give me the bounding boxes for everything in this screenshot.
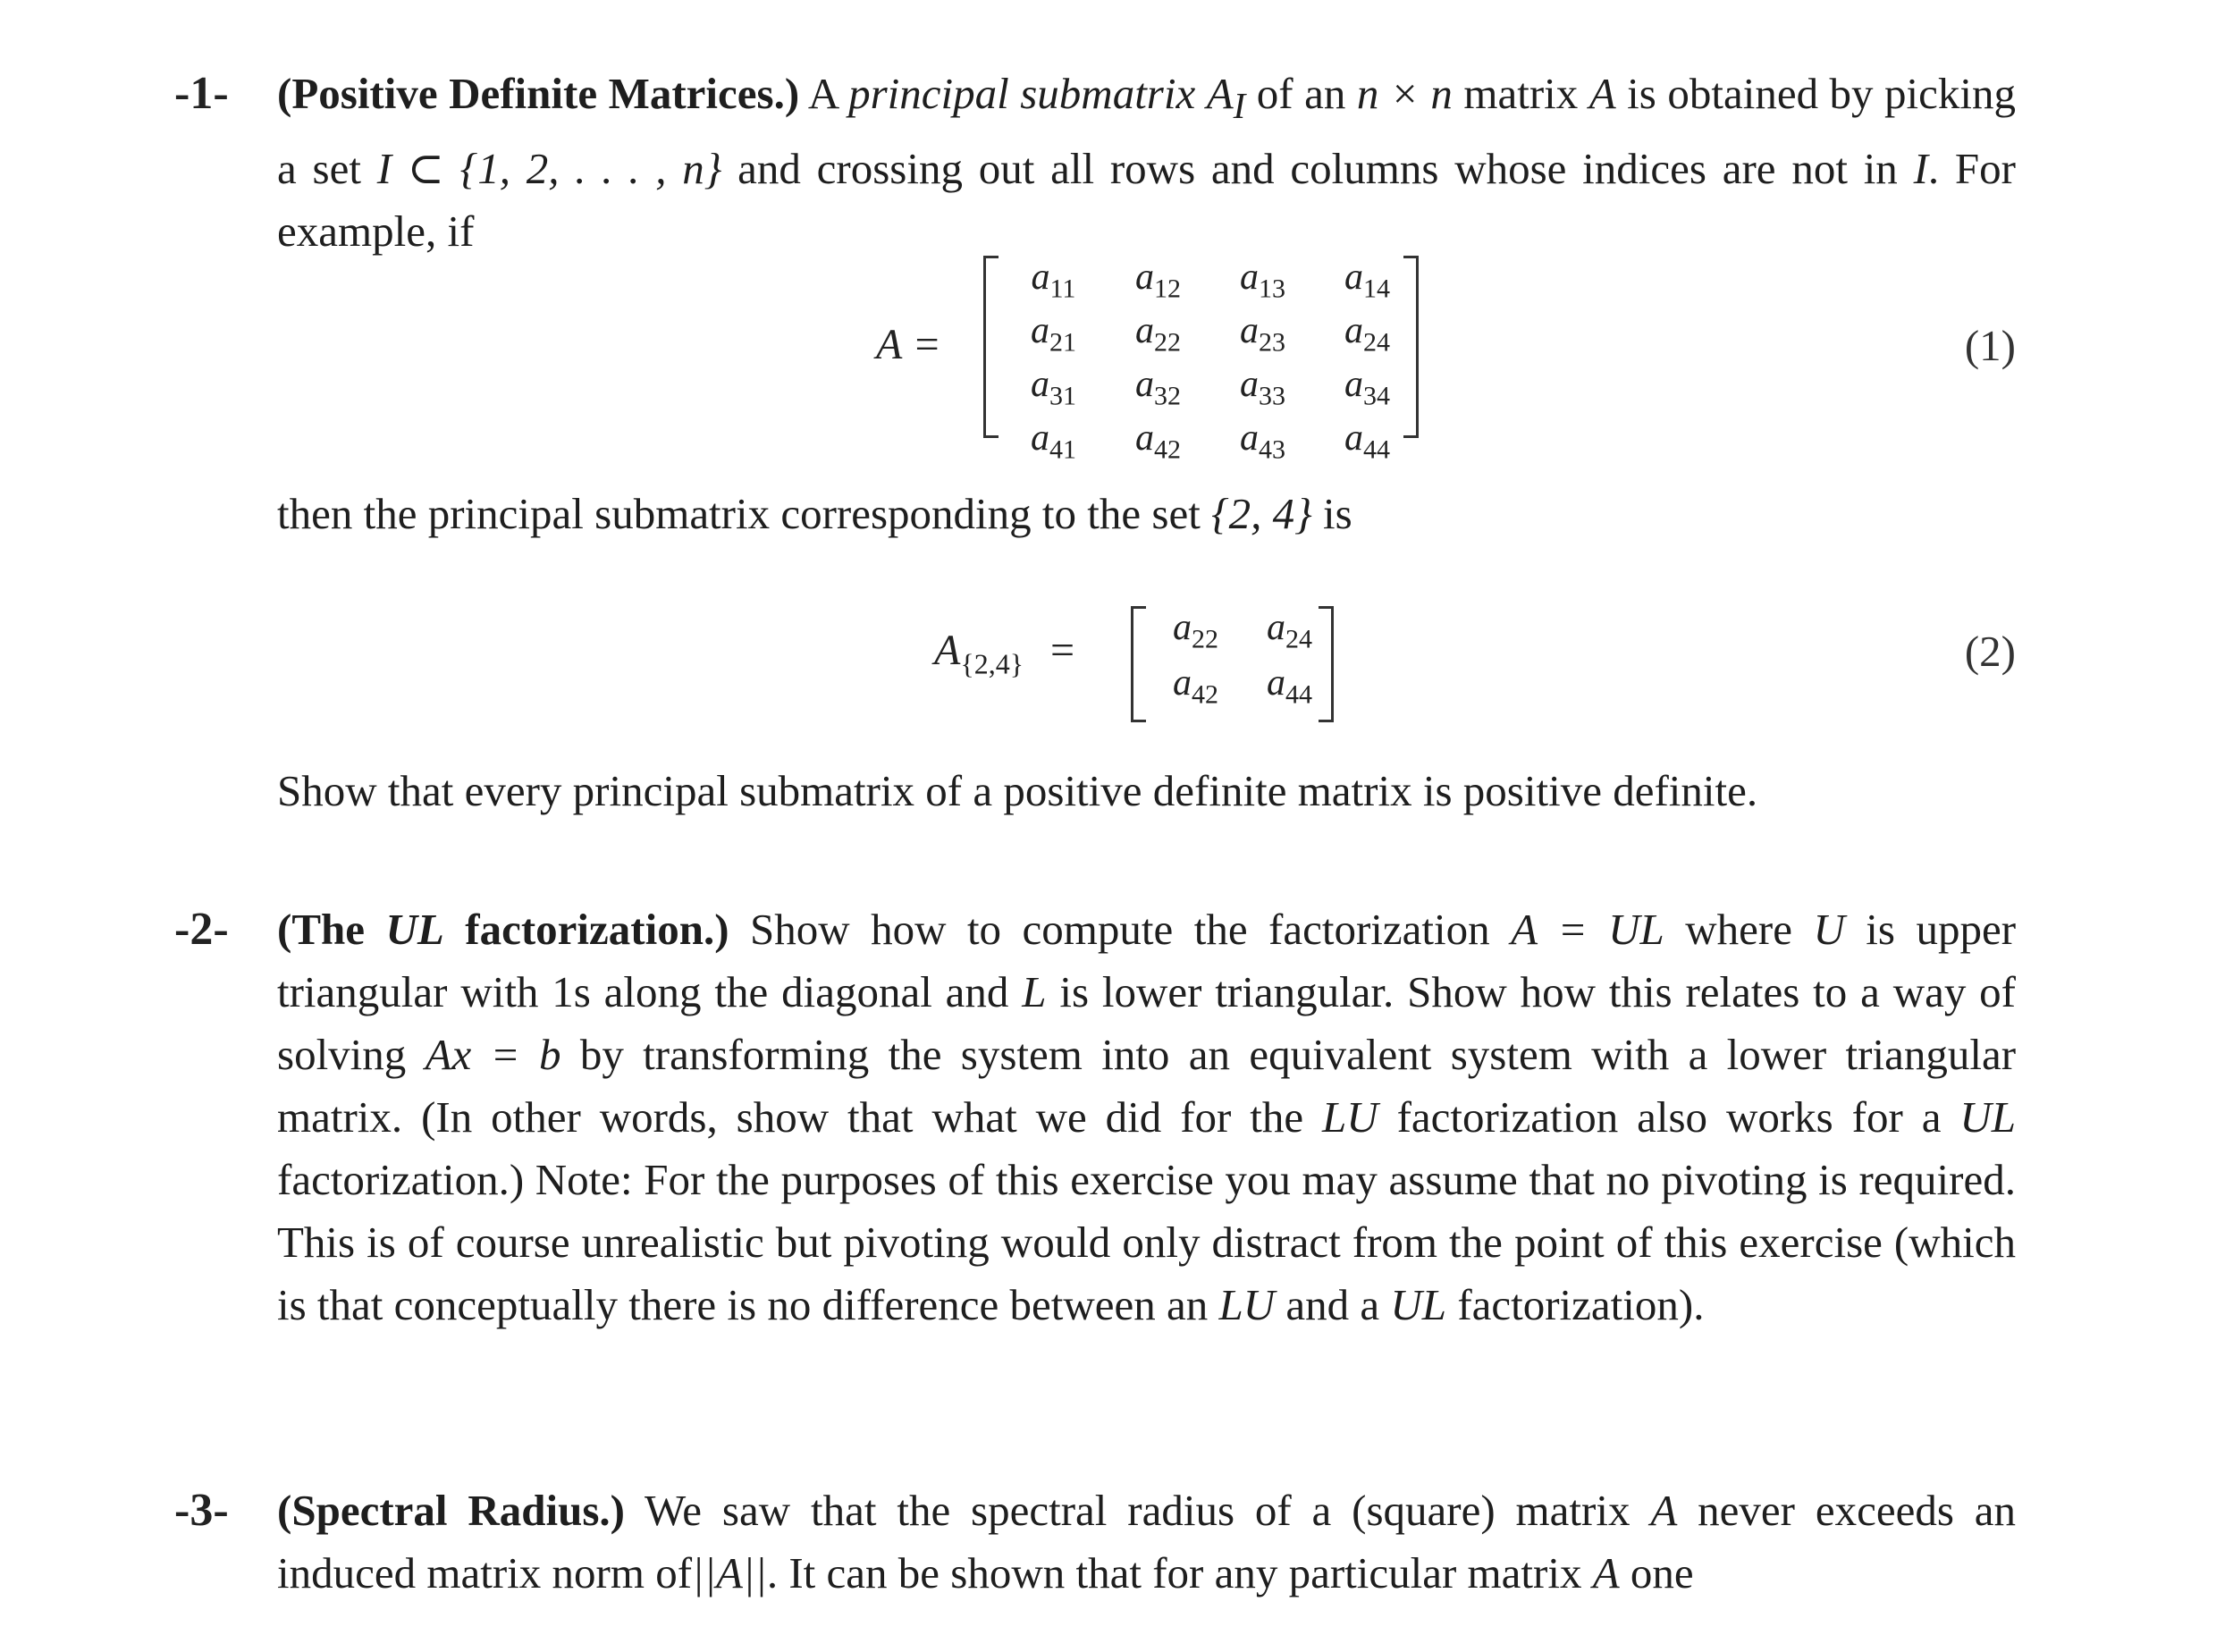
matrix-entry: $a_{34}$ bbox=[1344, 364, 1390, 411]
principal-submatrix-sentence: then the principal submatrix corresponding to the set {2, 4} is bbox=[277, 489, 1352, 538]
problem-3-title: (Spectral Radius.) bbox=[277, 1486, 625, 1535]
matrix-entry: $a_{14}$ bbox=[1344, 257, 1390, 304]
matrix-entry: $a_{21}$ bbox=[1031, 310, 1076, 358]
matrix-2 bbox=[1149, 606, 1336, 717]
problem-1-task: Show that every principal submatrix of a positive definite matrix is positive definite. bbox=[277, 766, 1758, 815]
matrix-entry: $a_{11}$ bbox=[1031, 257, 1076, 304]
problem-3-number: -3- bbox=[174, 1485, 229, 1536]
matrix-entry: $a_{43}$ bbox=[1240, 417, 1285, 465]
matrix-entry: $a_{23}$ bbox=[1240, 310, 1285, 358]
matrix-entry: $a_{41}$ bbox=[1031, 417, 1076, 465]
problem-2 bbox=[174, 898, 2016, 1399]
matrix-entry: $a_{24}$ bbox=[1344, 310, 1390, 358]
matrix-entry: $a_{32}$ bbox=[1135, 364, 1181, 411]
matrix-2-left-bracket bbox=[1131, 606, 1146, 722]
term-principal-submatrix: principal submatrix bbox=[848, 69, 1196, 118]
matrix-entry: $a_{22}$ bbox=[1135, 310, 1181, 358]
problem-1-statement: (Positive Definite Matrices.) A principal submatrix $A_I$ of an n × n matrix A is obtained by picking a set I ⊂ {1, 2, . . . , n} and crossing out all rows and columns whose indices are not in I. For example, if bbox=[277, 69, 2017, 256]
problem-2-statement: (The UL factorization.) Show how to compute the factorization A = UL where U is upper triangular with 1s along the diagonal and L is lower triangular. Show how this relates to a way of solving Ax = b by transforming the system into an equivalent system with a lower triangular matrix. (In other words, show that what we did for the LU factorization also works for a UL factorization.) Note: For the purposes of this exercise you may assume that no pivoting is required. This is of course unrealistic but pivoting would only distract from the point of this exercise (which is that conceptually there is no difference between an LU and a UL factorization). bbox=[277, 905, 2017, 1329]
problem-3-statement: (Spectral Radius.) We saw that the spectral radius of a (square) matrix A never exceeds an induced matrix norm of||A||. It can be shown that for any particular matrix A one bbox=[277, 1486, 2017, 1597]
matrix-entry: $a_{44}$ bbox=[1344, 417, 1390, 465]
matrix-entry: $a_{33}$ bbox=[1240, 364, 1285, 411]
equation-1-label: (1) bbox=[1964, 321, 2016, 370]
matrix-entry: $a_{12}$ bbox=[1135, 257, 1181, 304]
equation-2 bbox=[174, 599, 2016, 724]
matrix-1 bbox=[1001, 256, 1420, 470]
matrix-entry: $a_{42}$ bbox=[1173, 662, 1218, 710]
matrix-entry: $a_{44}$ bbox=[1267, 662, 1312, 710]
matrix-entry: $a_{13}$ bbox=[1240, 257, 1285, 304]
matrix-entry: $a_{31}$ bbox=[1031, 364, 1076, 411]
problem-1-number: -1- bbox=[174, 68, 229, 119]
equation-1 bbox=[174, 250, 2016, 465]
equation-2-lhs: $A_{\{2,4\}}$ = bbox=[934, 627, 1075, 680]
problem-2-title: (The UL factorization.) bbox=[277, 905, 729, 954]
problem-3 bbox=[174, 1479, 2016, 1614]
matrix-entry: $a_{42}$ bbox=[1135, 417, 1181, 465]
matrix-entry: $a_{24}$ bbox=[1267, 607, 1312, 654]
matrix-entry: $a_{22}$ bbox=[1173, 607, 1218, 654]
matrix-1-left-bracket bbox=[983, 256, 999, 438]
equation-1-lhs: A = bbox=[876, 321, 941, 368]
problem-1 bbox=[174, 63, 2016, 822]
equation-2-label: (2) bbox=[1964, 627, 2016, 676]
problem-1-title: (Positive Definite Matrices.) bbox=[277, 69, 800, 118]
problem-2-number: -2- bbox=[174, 904, 229, 955]
